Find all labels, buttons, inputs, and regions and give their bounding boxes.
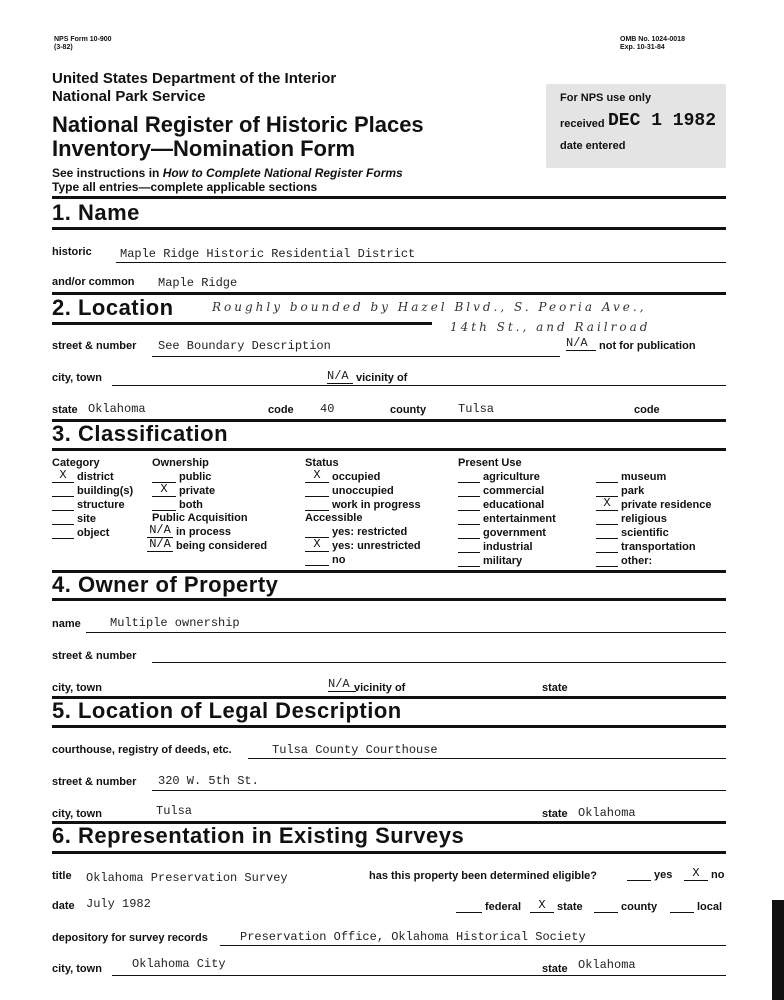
county-label: county: [390, 404, 427, 416]
category-object-option[interactable]: [52, 525, 109, 539]
category-building-s-option[interactable]: [52, 483, 133, 497]
agency-name: National Park Service: [52, 88, 206, 105]
checkbox-blank[interactable]: [458, 511, 480, 525]
acquisition-being-considered-option[interactable]: [147, 538, 267, 552]
category-district-option[interactable]: [52, 469, 114, 483]
checkbox-blank[interactable]: [305, 524, 329, 538]
form-id: NPS Form 10-900: [54, 36, 112, 43]
owner-city-label: city, town: [52, 682, 102, 694]
accessible-no-option[interactable]: [305, 552, 345, 566]
checkbox-blank[interactable]: [458, 539, 480, 553]
status-occupied-option[interactable]: [305, 469, 380, 483]
accessible-label: Accessible: [305, 512, 363, 524]
street-number-field[interactable]: See Boundary Description: [158, 339, 331, 353]
survey-date-label: date: [52, 900, 75, 912]
use-park-option[interactable]: [596, 483, 644, 497]
common-name-field[interactable]: Maple Ridge: [158, 276, 238, 290]
state-code-field[interactable]: 40: [320, 402, 335, 416]
county-option[interactable]: county: [594, 899, 657, 913]
omb-number: OMB No. 1024-0018: [620, 36, 685, 43]
owner-street-field[interactable]: [152, 648, 726, 663]
accessible-yes-restricted-option[interactable]: [305, 524, 407, 538]
present-use-label: Present Use: [458, 457, 522, 469]
section-divider: [52, 322, 432, 325]
handwritten-boundary-line2: 14th St., and Railroad: [450, 320, 651, 334]
option-label: military: [483, 555, 523, 567]
section-divider: [52, 448, 726, 451]
checkbox-blank[interactable]: [305, 552, 329, 566]
field-line: [220, 945, 726, 946]
use-entertainment-option[interactable]: [458, 511, 556, 525]
option-label: work in progress: [332, 499, 421, 511]
nps-box-title: For NPS use only: [560, 92, 652, 104]
accessible-yes-unrestricted-option[interactable]: [305, 538, 421, 552]
checkbox-blank[interactable]: [458, 497, 480, 511]
use-industrial-option[interactable]: [458, 539, 533, 553]
legal-street-label: street & number: [52, 776, 137, 788]
checkbox-blank[interactable]: [305, 483, 329, 497]
vicinity-mark[interactable]: N/A: [327, 369, 353, 384]
option-label: private residence: [621, 499, 712, 511]
scan-edge-shadow: [772, 900, 784, 1000]
eligible-no-option[interactable]: X no: [684, 867, 724, 881]
field-line: [86, 632, 726, 633]
checkbox-blank[interactable]: [152, 497, 176, 511]
checkbox-blank[interactable]: [52, 511, 74, 525]
owner-vicinity-label: vicinity of: [354, 682, 406, 694]
survey-date-field[interactable]: July 1982: [86, 897, 151, 911]
section-3-heading: 3. Classification: [52, 421, 229, 446]
option-label: museum: [621, 471, 667, 483]
legal-street-field[interactable]: 320 W. 5th St.: [158, 774, 259, 788]
status-unoccupied-option[interactable]: [305, 483, 394, 497]
checkbox-blank[interactable]: [596, 539, 618, 553]
federal-option[interactable]: federal: [456, 899, 521, 913]
owner-name-field[interactable]: Multiple ownership: [110, 616, 240, 630]
section-divider: [52, 598, 726, 601]
historic-name-field[interactable]: Maple Ridge Historic Residential District: [120, 247, 416, 261]
use-scientific-option[interactable]: [596, 525, 669, 539]
checkbox-blank[interactable]: [596, 511, 618, 525]
checkbox-blank[interactable]: X: [305, 538, 329, 552]
owner-name-label: name: [52, 618, 81, 630]
received-stamp: DEC 1 1982: [608, 111, 717, 131]
category-site-option[interactable]: [52, 511, 96, 525]
status-work-in-progress-option[interactable]: [305, 497, 421, 511]
depository-label: depository for survey records: [52, 932, 208, 944]
option-label: in process: [176, 526, 232, 538]
section-divider: [52, 196, 726, 199]
option-label: agriculture: [483, 471, 540, 483]
instructions-line1: See instructions in How to Complete National Register Forms: [52, 166, 403, 180]
option-label: site: [77, 513, 96, 525]
survey-state-field[interactable]: Oklahoma: [578, 958, 636, 972]
checkbox-blank[interactable]: [596, 553, 618, 567]
checkbox-blank[interactable]: [458, 469, 480, 483]
form-revision: (3-82): [54, 44, 73, 51]
survey-title-field[interactable]: Oklahoma Preservation Survey: [86, 871, 288, 885]
street-number-label: street & number: [52, 340, 137, 352]
not-for-publication-label: not for publication: [599, 340, 696, 352]
use-military-option[interactable]: [458, 553, 522, 567]
option-label: government: [483, 527, 546, 539]
checkbox-blank[interactable]: [458, 553, 480, 567]
option-label: religious: [621, 513, 667, 525]
field-line: [112, 975, 726, 976]
option-label: industrial: [483, 541, 533, 553]
historic-label: historic: [52, 246, 92, 258]
section-4-heading: 4. Owner of Property: [52, 572, 279, 597]
survey-city-label: city, town: [52, 963, 102, 975]
use-transportation-option[interactable]: [596, 539, 696, 553]
legal-city-field[interactable]: Tulsa: [156, 804, 193, 818]
section-divider: [52, 227, 726, 230]
checkbox-blank[interactable]: [458, 525, 480, 539]
legal-state-field[interactable]: Oklahoma: [578, 806, 636, 820]
option-label: object: [77, 527, 110, 539]
instructions-line2: Type all entries—complete applicable sections: [52, 180, 318, 194]
status-label: Status: [305, 457, 339, 469]
form-title-line2: Inventory—Nomination Form: [52, 136, 356, 161]
courthouse-field[interactable]: Tulsa County Courthouse: [272, 743, 438, 757]
owner-vicinity-mark[interactable]: N/A: [328, 677, 356, 692]
checkbox-blank[interactable]: [596, 483, 618, 497]
survey-city-field[interactable]: Oklahoma City: [132, 957, 226, 971]
option-label: park: [621, 485, 645, 497]
option-label: unoccupied: [332, 485, 394, 497]
use-government-option[interactable]: [458, 525, 546, 539]
acquisition-in-process-option[interactable]: [147, 524, 231, 538]
survey-state-label: state: [542, 963, 568, 975]
field-line: [116, 262, 726, 263]
section-6-heading: 6. Representation in Existing Surveys: [52, 823, 465, 848]
state-field[interactable]: Oklahoma: [88, 402, 146, 416]
owner-state-label: state: [542, 682, 568, 694]
checkbox-blank[interactable]: X: [596, 497, 618, 511]
checkbox-blank[interactable]: [458, 483, 480, 497]
option-label: private: [179, 485, 216, 497]
option-label: scientific: [621, 527, 669, 539]
option-label: structure: [77, 499, 125, 511]
checkbox-blank[interactable]: [152, 469, 176, 483]
option-label: educational: [483, 499, 545, 511]
survey-title-label: title: [52, 870, 72, 882]
use-commercial-option[interactable]: [458, 483, 544, 497]
use-museum-option[interactable]: [596, 469, 666, 483]
option-label: yes: restricted: [332, 526, 408, 538]
ownership-label: Ownership: [152, 457, 209, 469]
option-label: transportation: [621, 541, 696, 553]
option-label: yes: unrestricted: [332, 540, 421, 552]
ownership-both-option[interactable]: [152, 497, 203, 511]
vicinity-label: vicinity of: [356, 372, 408, 384]
option-label: building(s): [77, 485, 134, 497]
option-label: entertainment: [483, 513, 556, 525]
common-name-label: and/or common: [52, 276, 135, 288]
legal-state-label: state: [542, 808, 568, 820]
section-5-heading: 5. Location of Legal Description: [52, 698, 402, 723]
local-option[interactable]: local: [670, 899, 722, 913]
option-label: being considered: [176, 540, 268, 552]
county-code-label: code: [634, 404, 660, 416]
option-label: other:: [621, 555, 653, 567]
checkbox-blank[interactable]: X: [52, 469, 74, 483]
section-divider: [52, 725, 726, 728]
state-label: state: [52, 404, 78, 416]
department-name: United States Department of the Interior: [52, 70, 337, 87]
code-label: code: [268, 404, 294, 416]
option-label: no: [332, 554, 346, 566]
section-1-heading: 1. Name: [52, 200, 140, 225]
field-line: [248, 758, 726, 759]
checkbox-blank[interactable]: X: [305, 469, 329, 483]
nps-use-only-box: [546, 84, 726, 168]
use-other-option[interactable]: [596, 553, 652, 567]
not-for-publication-mark[interactable]: N/A: [566, 336, 596, 351]
courthouse-label: courthouse, registry of deeds, etc.: [52, 744, 232, 756]
ownership-public-option[interactable]: [152, 469, 211, 483]
checkbox-blank[interactable]: [596, 525, 618, 539]
checkbox-blank[interactable]: [52, 525, 74, 539]
option-label: commercial: [483, 485, 545, 497]
public-acquisition-label: Public Acquisition: [152, 512, 248, 524]
category-structure-option[interactable]: [52, 497, 125, 511]
city-town-label: city, town: [52, 372, 102, 384]
option-label: district: [77, 471, 114, 483]
use-agriculture-option[interactable]: [458, 469, 540, 483]
checkbox-blank[interactable]: [305, 497, 329, 511]
use-religious-option[interactable]: [596, 511, 667, 525]
use-private-residence-option[interactable]: [596, 497, 712, 511]
eligible-yes-option[interactable]: yes: [627, 867, 672, 881]
ownership-private-option[interactable]: [152, 483, 215, 497]
checkbox-blank[interactable]: N/A: [147, 524, 173, 538]
use-educational-option[interactable]: [458, 497, 544, 511]
state-option[interactable]: X state: [530, 899, 583, 913]
checkbox-blank[interactable]: [52, 497, 74, 511]
option-label: both: [179, 499, 203, 511]
eligible-question: has this property been determined eligible?: [369, 870, 597, 882]
checkbox-blank[interactable]: N/A: [147, 538, 173, 552]
section-divider: [52, 851, 726, 854]
expiration-date: Exp. 10-31-84: [620, 44, 665, 51]
owner-street-label: street & number: [52, 650, 137, 662]
field-line: [152, 790, 726, 791]
received-label: received: [560, 118, 605, 130]
county-field[interactable]: Tulsa: [458, 402, 495, 416]
date-entered-label: date entered: [560, 140, 626, 152]
checkbox-blank[interactable]: [596, 469, 618, 483]
section-2-heading: 2. Location: [52, 295, 174, 320]
depository-field[interactable]: Preservation Office, Oklahoma Historical Society: [240, 930, 586, 944]
legal-city-label: city, town: [52, 808, 102, 820]
field-line: [152, 356, 560, 357]
form-title-line1: National Register of Historic Places: [52, 112, 424, 137]
checkbox-blank[interactable]: X: [152, 483, 176, 497]
option-label: occupied: [332, 471, 381, 483]
handwritten-boundary-line1: Roughly bounded by Hazel Blvd., S. Peoria Ave.,: [212, 300, 647, 314]
field-line: [112, 385, 726, 386]
category-label: Category: [52, 457, 100, 469]
option-label: public: [179, 471, 212, 483]
checkbox-blank[interactable]: [52, 483, 74, 497]
